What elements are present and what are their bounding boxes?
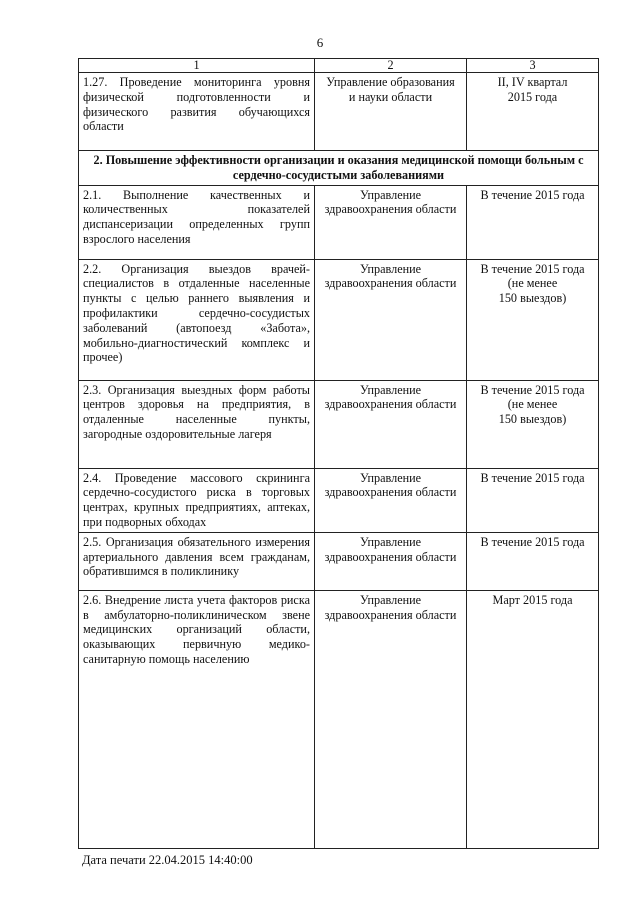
column-header-3: 3 (467, 59, 599, 73)
item-cell: 2.5. Организация обязательного измерения артериального давления всем гражданам, обратившимся в поликлинику (79, 532, 315, 590)
section-title: 2. Повышение эффективности организации и оказания медицинской помощи больным с сердечно-сосудистыми заболеваниями (79, 151, 599, 186)
print-date-footer: Дата печати 22.04.2015 14:40:00 (82, 853, 253, 867)
item-cell: 2.3. Организация выездных форм работы центров здоровья на предприятия, в отдаленные населенные пункты, загородные оздоровительные лагеря (79, 380, 315, 468)
table-row (79, 590, 599, 848)
executor-cell: Управление здравоохранения области (315, 380, 467, 468)
column-header-1: 1 (79, 59, 315, 73)
column-header-2: 2 (315, 59, 467, 73)
period-cell: В течение 2015 года (467, 185, 599, 259)
table-row (79, 468, 599, 532)
item-cell: 1.27. Проведение мониторинга уровня физической подготовленности и физического развития обучающихся области (79, 73, 315, 151)
table-row (79, 259, 599, 380)
table-row (79, 380, 599, 468)
table-row (79, 185, 599, 259)
executor-cell: Управление здравоохранения области (315, 259, 467, 380)
executor-cell: Управление здравоохранения области (315, 185, 467, 259)
item-cell: 2.1. Выполнение качественных и количественных показателей диспансеризации определенных групп взрослого населения (79, 185, 315, 259)
executor-cell: Управление здравоохранения области (315, 590, 467, 848)
period-cell: В течение 2015 года (не менее 150 выездов) (467, 259, 599, 380)
period-cell: В течение 2015 года (467, 468, 599, 532)
item-cell: 2.4. Проведение массового скрининга сердечно-сосудистого риска в торговых центрах, крупных предприятиях, аптеках, при подворных обходах (79, 468, 315, 532)
period-cell: В течение 2015 года (не менее 150 выездов) (467, 380, 599, 468)
executor-cell: Управление образования и науки области (315, 73, 467, 151)
period-cell: Март 2015 года (467, 590, 599, 848)
period-cell: В течение 2015 года (467, 532, 599, 590)
section-row (79, 151, 599, 186)
item-cell: 2.2. Организация выездов врачей-специалистов в отдаленные населенные пункты с целью раннего выявления и профилактики сердечно-сосудистых заболеваний (автопоезд «Забота», мобильно-диагностический комплекс и прочее) (79, 259, 315, 380)
executor-cell: Управление здравоохранения области (315, 532, 467, 590)
page-number: 6 (316, 35, 324, 50)
period-cell: II, IV квартал 2015 года (467, 73, 599, 151)
measures-table (78, 58, 599, 849)
table-header-row (79, 59, 599, 73)
item-cell: 2.6. Внедрение листа учета факторов риска в амбулаторно-поликлиническом звене медицинских организаций области, оказывающих первичную медико-санитарную помощь населению (79, 590, 315, 848)
table-row (79, 73, 599, 151)
table-row (79, 532, 599, 590)
executor-cell: Управление здравоохранения области (315, 468, 467, 532)
